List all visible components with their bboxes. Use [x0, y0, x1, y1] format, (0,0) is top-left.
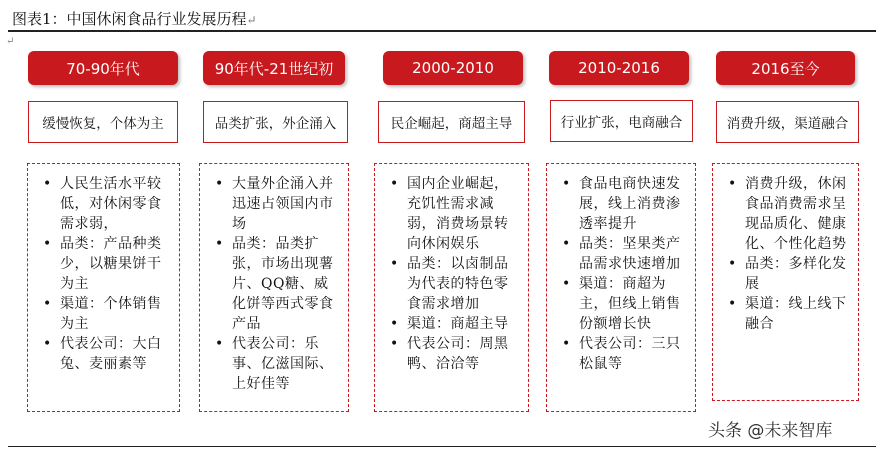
- list-item: • 国内企业崛起，充饥性需求减弱，消费场景转向休闲娱乐: [385, 174, 520, 254]
- stage-detail-4: [546, 163, 696, 412]
- list-item: • 大量外企涌入并迅速占领国内市场: [210, 174, 340, 234]
- stage-detail-5: [712, 163, 859, 401]
- list-item: • 渠道：线上线下融合: [723, 294, 850, 334]
- stage-summary-3: 民企崛起，商超主导: [378, 101, 525, 143]
- figure-title-bar: [8, 4, 876, 32]
- detail-list-2: [210, 174, 340, 394]
- bottom-rule: [8, 446, 876, 447]
- list-item: • 渠道：商超主导: [385, 314, 520, 334]
- list-item: • 渠道：个体销售为主: [38, 294, 171, 334]
- period-header-5: 2016至今: [716, 51, 855, 85]
- list-item: • 品类：坚果类产品需求快速增加: [557, 234, 687, 274]
- stage-summary-5: 消费升级，渠道融合: [716, 101, 859, 143]
- period-header-1: 70-90年代: [28, 51, 178, 85]
- list-item: • 食品电商快速发展，线上消费渗透率提升: [557, 174, 687, 234]
- list-item: • 品类：品类扩张，市场出现薯片、QQ糖、威化饼等西式零食产品: [210, 234, 340, 334]
- detail-list-4: [557, 174, 687, 374]
- list-item: • 品类：产品种类少，以糖果饼干为主: [38, 234, 171, 294]
- list-item: • 代表公司：大白兔、麦丽素等: [38, 334, 171, 374]
- list-item: • 品类：以卤制品为代表的特色零食需求增加: [385, 254, 520, 314]
- detail-list-1: [38, 174, 171, 374]
- detail-list-5: [723, 174, 850, 334]
- list-item: • 代表公司：周黑鸭、洽洽等: [385, 334, 520, 374]
- paragraph-mark-icon: ↵: [6, 36, 15, 47]
- stage-summary-2: 品类扩张，外企涌入: [203, 101, 348, 143]
- stage-detail-1: [27, 163, 180, 412]
- period-header-4: 2010-2016: [549, 51, 689, 85]
- list-item: • 渠道：商超为主，但线上销售份额增长快: [557, 274, 687, 334]
- list-item: • 消费升级，休闲食品消费需求呈现品质化、健康化、个性化趋势: [723, 174, 850, 254]
- list-item: • 品类：多样化发展: [723, 254, 850, 294]
- list-item: • 代表公司：乐事、亿滋国际、上好佳等: [210, 334, 340, 394]
- stage-detail-2: [199, 163, 349, 412]
- paragraph-mark-icon: ↵: [246, 13, 257, 27]
- stage-detail-3: [374, 163, 529, 412]
- watermark: 头条 @未来智库: [708, 421, 833, 441]
- detail-list-3: [385, 174, 520, 374]
- list-item: • 人民生活水平较低，对休闲零食需求弱，: [38, 174, 171, 234]
- figure-title-text: 图表1：中国休闲食品行业发展历程: [12, 10, 247, 28]
- period-header-3: 2000-2010: [383, 51, 523, 85]
- stage-summary-1: 缓慢恢复，个体为主: [28, 101, 178, 143]
- figure-title: [12, 8, 257, 29]
- stage-summary-4: 行业扩张，电商融合: [550, 100, 693, 142]
- period-header-2: 90年代-21世纪初: [203, 51, 345, 85]
- list-item: • 代表公司：三只松鼠等: [557, 334, 687, 374]
